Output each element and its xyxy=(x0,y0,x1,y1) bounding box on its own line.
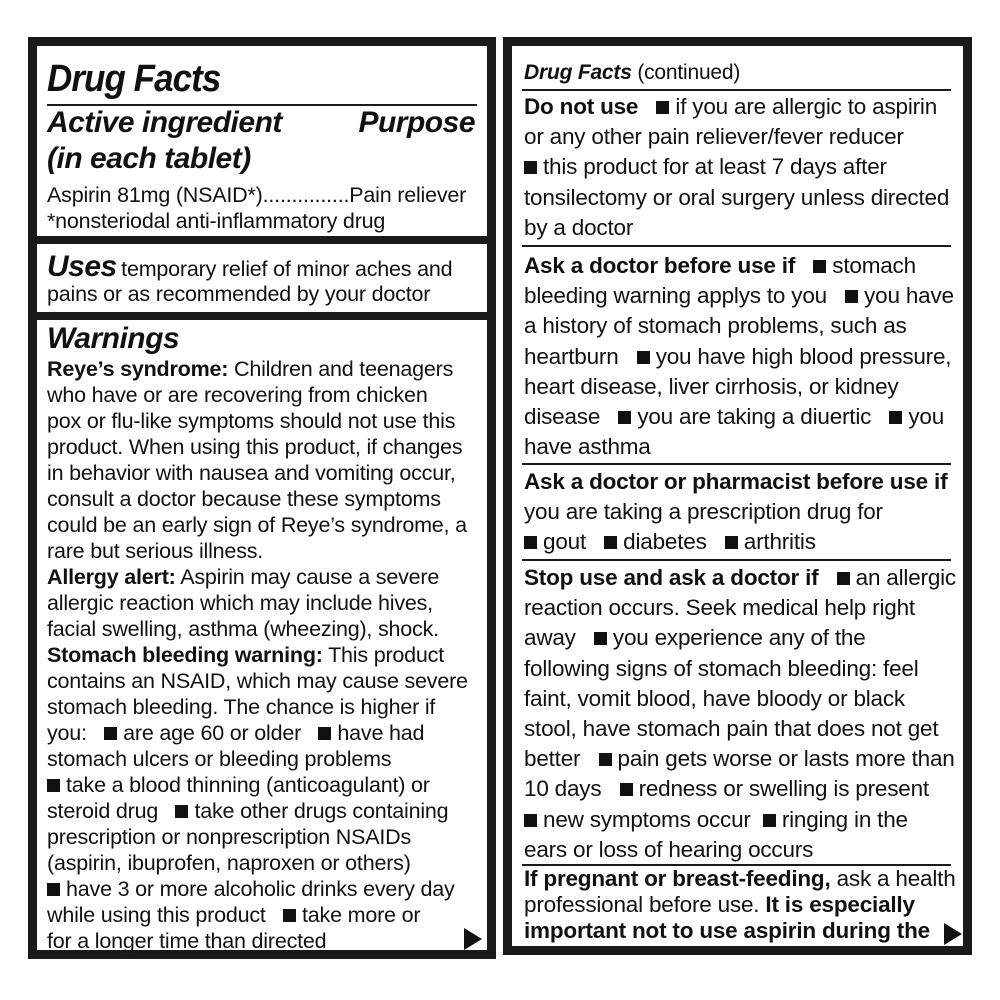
black-square-icon xyxy=(524,536,537,549)
right-triangle-icon xyxy=(944,923,962,945)
text-line: disease xyxy=(524,404,601,430)
text-line: bleeding warning applys to you xyxy=(524,283,827,309)
section-divider xyxy=(37,312,487,320)
bullet-text: redness or swelling is present xyxy=(638,776,929,802)
condition-item: arthritis xyxy=(743,529,816,555)
black-square-icon xyxy=(175,805,188,818)
text-line: away xyxy=(524,625,576,651)
stomach-line: This product xyxy=(322,643,445,667)
continued-header xyxy=(524,60,740,86)
black-square-icon xyxy=(594,632,607,645)
reyes-line: could be an early sign of Reye’s syndrome, a xyxy=(47,513,467,537)
black-square-icon xyxy=(618,411,631,424)
black-square-icon xyxy=(845,290,858,303)
reyes-line: in behavior with nausea and vomiting occur, xyxy=(47,461,456,485)
reyes-line: consult a doctor because these symptoms xyxy=(47,487,441,511)
text-line: heartburn xyxy=(524,343,619,369)
text-line: have asthma xyxy=(524,434,651,460)
black-square-icon xyxy=(620,783,633,796)
bullet-text: have 3 or more alcoholic drinks every day xyxy=(66,877,455,901)
bullet-text: take a blood thinning (anticoagulant) or xyxy=(66,773,430,797)
bold-text: important not to use aspirin during the xyxy=(524,918,930,943)
text-line: 10 days xyxy=(524,776,602,802)
drug-facts-title: Drug Facts xyxy=(47,58,221,100)
warning-line: stomach ulcers or bleeding problems xyxy=(47,747,392,771)
stop-use-label: Stop use and ask a doctor if xyxy=(524,565,819,590)
do-not-use-label: Do not use xyxy=(524,94,639,119)
bullet-text: new symptoms occur xyxy=(543,806,751,832)
bullet-text: an allergic xyxy=(855,565,956,590)
black-square-icon xyxy=(889,411,902,424)
text-line: professional before use. xyxy=(524,892,766,917)
warning-line: while using this product xyxy=(47,903,266,927)
ask-doctor-section xyxy=(524,251,954,462)
black-square-icon xyxy=(318,727,331,740)
warnings-heading: Warnings xyxy=(47,322,180,355)
text-line: heart disease, liver cirrhosis, or kidney xyxy=(524,373,899,399)
bullet-text: you are taking a diuertic xyxy=(637,404,872,430)
do-not-use-section xyxy=(524,92,949,243)
black-square-icon xyxy=(837,572,850,585)
stomach-bleeding-label: Stomach bleeding warning: xyxy=(47,643,323,667)
footnote: *nonsteriodal anti-inflammatory drug xyxy=(47,209,386,233)
warning-line: prescription or nonprescription NSAIDs xyxy=(47,825,412,849)
allergy-line: Aspirin may cause a severe xyxy=(175,565,440,589)
continued-label: (continued) xyxy=(631,61,741,84)
drug-facts-panel-right xyxy=(503,37,972,955)
black-square-icon xyxy=(637,351,650,364)
bullet-text: this product for at least 7 days after xyxy=(543,154,887,180)
stomach-line: contains an NSAID, which may cause severe xyxy=(47,669,468,693)
black-square-icon xyxy=(656,101,669,114)
purpose-heading: Purpose xyxy=(358,106,475,139)
black-square-icon xyxy=(763,814,776,827)
bullet-text: take other drugs containing xyxy=(194,799,449,823)
text-line: by a doctor xyxy=(524,214,634,240)
black-square-icon xyxy=(524,161,537,174)
section-divider xyxy=(522,559,951,561)
uses-section xyxy=(47,250,452,284)
bold-text: It is especially xyxy=(765,892,915,917)
active-ingredient-heading: Active ingredient xyxy=(47,106,282,139)
allergy-line: facial swelling, asthma (wheezing), shock. xyxy=(47,617,439,641)
black-square-icon xyxy=(813,260,826,273)
uses-line-2: pains or as recommended by your doctor xyxy=(47,282,431,306)
reyes-line: rare but serious illness. xyxy=(47,539,264,563)
condition-item: diabetes xyxy=(623,529,707,555)
bullet-text: are age 60 or older xyxy=(123,721,302,745)
reyes-line: product. When using this product, if changes xyxy=(47,435,463,459)
black-square-icon xyxy=(47,779,60,792)
text-line: following signs of stomach bleeding: feel xyxy=(524,655,919,681)
pregnancy-label: If pregnant or breast-feeding, xyxy=(524,866,831,891)
black-square-icon xyxy=(524,814,537,827)
text-line: ask a health xyxy=(830,866,956,891)
black-square-icon xyxy=(47,883,60,896)
black-square-icon xyxy=(599,753,612,766)
stomach-line: stomach bleeding. The chance is higher if xyxy=(47,695,436,719)
bullet-text: have had xyxy=(337,721,425,745)
stop-use-section xyxy=(524,563,956,865)
uses-heading: Uses xyxy=(47,250,117,283)
allergy-label: Allergy alert: xyxy=(47,565,176,589)
bullet-text: ringing in the xyxy=(781,806,908,832)
bullet-text: you have high blood pressure, xyxy=(655,343,952,369)
text-line: or any other pain reliever/fever reducer xyxy=(524,124,904,150)
reyes-line: Children and teenagers xyxy=(228,357,454,381)
text-line: a history of stomach problems, such as xyxy=(524,313,907,339)
reyes-line: who have or are recovering from chicken xyxy=(47,383,428,407)
reyes-line: pox or flu-like symptoms should not use this xyxy=(47,409,456,433)
text-line: ears or loss of hearing occurs xyxy=(524,836,814,862)
uses-line-1: temporary relief of minor aches and xyxy=(121,257,453,281)
bullet-text: you have xyxy=(864,283,954,309)
section-divider xyxy=(37,236,487,244)
black-square-icon xyxy=(725,536,738,549)
section-divider xyxy=(522,463,951,465)
warnings-body xyxy=(47,356,487,954)
text-line: you are taking a prescription drug for xyxy=(524,499,883,525)
black-square-icon xyxy=(604,536,617,549)
header-divider xyxy=(522,89,951,91)
bullet-text: you experience any of the xyxy=(612,625,866,651)
bullet-text: take more or xyxy=(302,903,421,927)
text-line: better xyxy=(524,746,581,772)
text-line: faint, vomit blood, have bloody or black xyxy=(524,685,905,711)
bullet-text: if you are allergic to aspirin xyxy=(675,94,938,119)
warning-line: (aspirin, ibuprofen, naproxen or others) xyxy=(47,851,411,875)
warning-line: steroid drug xyxy=(47,799,159,823)
reyes-label: Reye’s syndrome: xyxy=(47,357,229,381)
black-square-icon xyxy=(283,909,296,922)
bullet-text: you xyxy=(908,404,945,430)
warning-line: for a longer time than directed xyxy=(47,929,327,953)
text-line: stool, have stomach pain that does not get xyxy=(524,716,939,742)
ingredient-line: Aspirin 81mg (NSAID*)...............Pain reliever xyxy=(47,183,467,207)
you-label: you: xyxy=(47,721,87,745)
text-line: reaction occurs. Seek medical help right xyxy=(524,595,915,621)
right-triangle-icon xyxy=(464,928,482,950)
ask-pharmacist-section xyxy=(524,467,947,558)
drug-facts-panel-left xyxy=(28,37,496,959)
text-line: tonsilectomy or oral surgery unless directed xyxy=(524,184,950,210)
ask-doctor-label: Ask a doctor before use if xyxy=(524,253,796,278)
continued-title: Drug Facts xyxy=(524,61,632,84)
allergy-line: allergic reaction which may include hives, xyxy=(47,591,433,615)
ask-pharmacist-label: Ask a doctor or pharmacist before use if xyxy=(524,469,948,494)
in-each-tablet-heading: (in each tablet) xyxy=(47,142,251,175)
condition-item: gout xyxy=(543,529,586,555)
bullet-text: stomach xyxy=(832,253,916,278)
pregnancy-section xyxy=(524,866,956,944)
bullet-text: pain gets worse or lasts more than xyxy=(617,746,955,772)
black-square-icon xyxy=(104,727,117,740)
section-divider xyxy=(522,245,951,247)
